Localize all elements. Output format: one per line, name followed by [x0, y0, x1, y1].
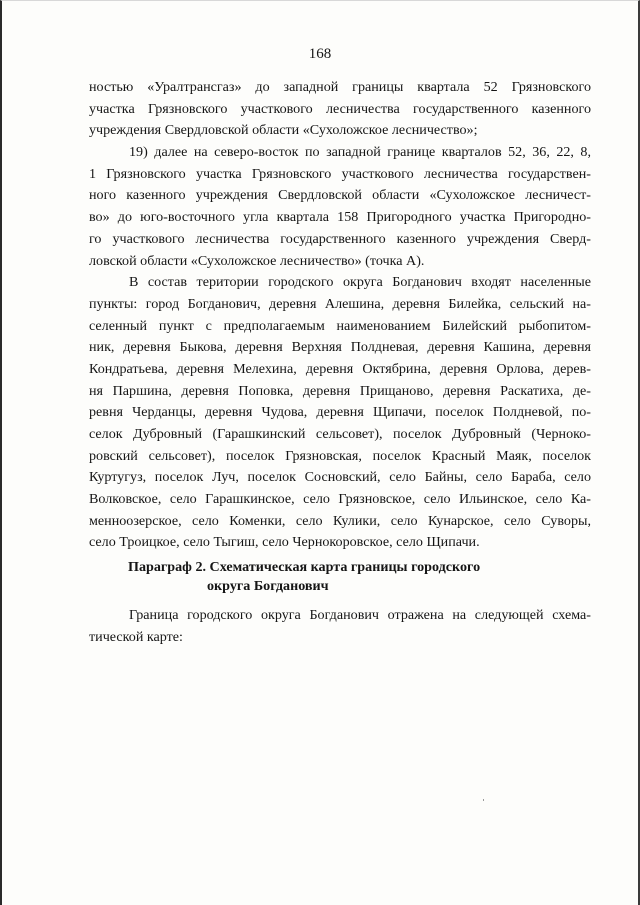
section-heading-line-1: Параграф 2. Схематическая карта границы городского [128, 559, 481, 576]
text-line: селенный пункт с предполагаемым наименованием Билейский рыбопитом- [89, 317, 591, 334]
paragraph [89, 142, 591, 272]
page-number: 168 [308, 46, 332, 62]
text-line: ного казенного учреждения Свердловской области «Сухоложское лесничест- [89, 187, 591, 204]
paragraph [89, 272, 591, 554]
paragraphs [89, 77, 591, 554]
text-line: го участкового лесничества государственного казенного учреждения Сверд- [89, 230, 591, 247]
text-line: участка Грязновского участкового лесничества государственного казенного [89, 100, 591, 117]
text-line: ловской области «Сухоложское лесничество» (точка А). [89, 252, 425, 269]
text-line: тической карте: [89, 628, 183, 645]
text-line: ностью «Уралтрансгаз» до западной границы квартала 52 Грязновского [89, 79, 591, 95]
paragraph [89, 77, 591, 142]
text-line: В состав територии городского округа Богданович входят населенные [129, 274, 591, 291]
text-line: ровский сельсовет), поселок Грязновская, поселок Красный Маяк, поселок [89, 447, 591, 464]
section-heading-line-2: округа Богданович [207, 578, 329, 595]
text-line: Куртугуз, поселок Луч, поселок Сосновский, село Байны, село Бараба, село [89, 469, 591, 486]
text-line: менноозерское, село Коменки, село Кулики, село Кунарское, село Суворы, [89, 512, 591, 529]
text-line: учреждения Свердловской области «Сухоложское лесничество»; [89, 122, 478, 139]
closing-paragraph [89, 605, 591, 648]
text-line: ник, деревня Быкова, деревня Верхняя Полдневая, деревня Кашина, деревня [89, 339, 591, 356]
text-line: ня Паршина, деревня Поповка, деревня Прищаново, деревня Раскатиха, де- [89, 382, 591, 399]
text-line: 19) далее на северо-восток по западной границе кварталов 52, 36, 22, 8, [129, 144, 591, 161]
text-line: пункты: город Богданович, деревня Алешина, деревня Билейка, сельский на- [89, 295, 591, 312]
text-line: Кондратьева, деревня Мелехина, деревня Октябрина, деревня Орлова, дерев- [89, 360, 591, 377]
scan-speck [483, 799, 484, 801]
text-line: село Троицкое, село Тыгиш, село Чернокоровское, село Щипачи. [89, 534, 480, 551]
text-line: 1 Грязновского участка Грязновского участкового лесничества государствен- [89, 165, 591, 182]
document-body [89, 77, 591, 649]
section-heading [89, 558, 591, 596]
text-line: во» до юго-восточного угла квартала 158 Пригородного участка Пригородно- [89, 209, 591, 226]
text-line: ревня Черданцы, деревня Чудова, деревня Щипачи, поселок Полдневой, по- [89, 404, 591, 421]
text-line: Волковское, село Гарашкинское, село Грязновское, село Ильинское, село Ка- [89, 491, 591, 508]
text-line: Граница городского округа Богданович отражена на следующей схема- [129, 607, 591, 624]
text-line: селок Дубровный (Гарашкинский сельсовет), поселок Дубровный (Чернoко- [89, 426, 591, 442]
